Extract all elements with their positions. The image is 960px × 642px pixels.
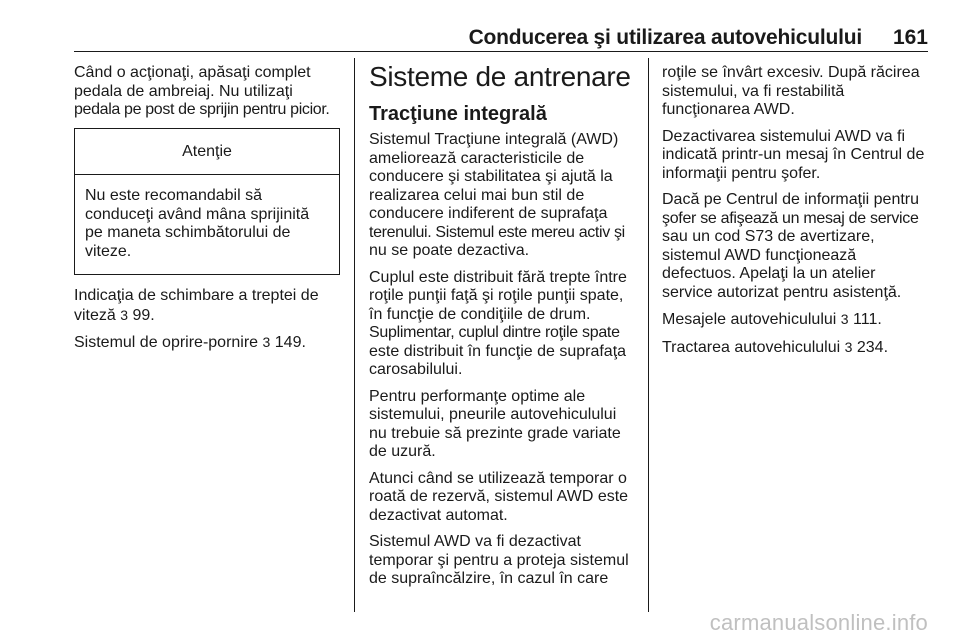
text-line: este distribuit în funcţie de suprafaţa [369,342,627,360]
text-line: dezactivat automat. [369,506,508,524]
text-line [74,306,346,326]
text-line: indicată printr-un mesaj în Centrul de [662,146,925,163]
paragraph-deactivation [662,128,930,184]
reference-towing [662,338,930,358]
text-line: conduceţi având mâna sprijinită [85,205,310,223]
reference-gear-shift [74,287,346,325]
reference-prefix: Tractarea autovehiculului [662,338,841,356]
text-line: sistemul AWD funcţionează [662,246,857,264]
reference-page-link[interactable]: 99. [132,306,155,324]
text-line: ameliorează caracteristicile de [369,149,585,167]
reference-prefix: Mesajele autovehiculului [662,311,837,328]
reference-page-link[interactable]: 111. [853,311,882,328]
text-line: sistemului, pneurile autovehiculului [369,406,617,423]
text-line: şofer se afişează un mesaj de service [662,209,919,227]
paragraph-spare-wheel [369,470,635,526]
watermark: carmanualsonline.info [709,610,928,635]
text-line: conducere şi stabilitatea şi ajută la [369,168,613,185]
page-reference-arrow-icon: 3 [844,338,853,355]
text-line: Pentru performanţe optime ale [369,387,586,405]
text-line: realizarea celui mai bun stil de [369,186,585,204]
text-line: sau un cod S73 de avertizare, [662,228,875,245]
text-line: pedala de ambreiaj. Nu utilizaţi [74,82,293,100]
paragraph-overheat [369,533,635,589]
page-number: 161 [892,26,928,49]
text-line: de uzură. [369,443,436,460]
text-line: roată de rezervă, sistemul AWD este [369,488,629,505]
text-line: funcţionarea AWD. [662,101,795,118]
page-reference-arrow-icon: 3 [120,306,129,323]
page-header [0,0,960,52]
text-line: roţile punţii faţă şi roţile punţii spate, [369,287,624,304]
paragraph-torque [369,269,635,380]
warning-title: Atenţie [75,129,339,176]
text-line: Dacă pe Centrul de informaţii pentru [662,191,920,208]
text-line: temporar şi pentru a proteja sistemul [369,551,629,569]
text-line: pe maneta schimbătorului de [85,224,291,241]
header-title: Conducerea şi utilizarea autovehiculului [468,26,862,49]
text-line: Nu este recomandabil să [85,187,262,204]
text-line: Sistemul Tracţiune integrală (AWD) [369,131,619,148]
paragraph-service [662,191,930,302]
text-line: Când o acţionaţi, apăsaţi complet [74,64,311,81]
text-line: Cuplul este distribuit fără trepte între [369,268,627,286]
text-line [662,338,930,358]
text-line: pedala pe post de sprijin pentru picior. [74,101,330,118]
section-title: Sisteme de antrenare [369,61,631,92]
paragraph-overheat-continued [662,64,930,120]
column-divider-2 [648,58,649,612]
text-line: conducere indiferent de suprafaţa [369,205,608,222]
reference-stop-start [74,333,346,353]
text-line: terenului. Sistemul este mereu activ şi [369,223,625,241]
warning-box [74,128,340,276]
text-line: informaţii pentru şofer. [662,164,821,182]
reference-prefix: viteză [74,306,116,324]
paragraph-clutch [74,64,346,120]
text-line: nu trebuie să prezinte grade variate [369,424,621,442]
text-line [662,310,930,330]
text-line: în funcţie de condiţiile de drum. [369,305,591,323]
column-3 [662,64,930,365]
text-line: sistemului, va fi restabilită [662,82,845,100]
text-line: Atunci când se utilizează temporar o [369,469,627,487]
page-reference-arrow-icon: 3 [840,311,849,327]
text-line: carosabilului. [369,361,463,378]
column-divider-1 [354,58,355,612]
text-line: viteze. [85,242,132,260]
reference-page-link[interactable]: 149. [274,334,306,351]
reference-vehicle-messages [662,310,930,330]
warning-body [75,175,339,274]
text-line: service autorizat pentru asistenţă. [662,283,902,301]
subsection-title: Tracţiune integrală [369,103,547,125]
text-line: Suplimentar, cuplul dintre roţile spate [369,324,620,341]
column-2 [369,62,635,597]
column-1 [74,64,346,361]
paragraph-tyres [369,388,635,462]
reference-page-link[interactable]: 234. [856,338,889,356]
page-reference-arrow-icon: 3 [262,334,271,350]
text-line: Indicaţia de schimbare a treptei de [74,287,319,304]
text-line [74,333,346,353]
text-line: roţile se învârt excesiv. După răcirea [662,64,920,81]
text-line: de supraîncălzire, în cazul în care [369,570,609,587]
paragraph-awd-intro [369,131,635,261]
text-line: nu se poate dezactiva. [369,242,530,259]
reference-prefix: Sistemul de oprire-pornire [74,334,259,351]
text-line: Sistemul AWD va fi dezactivat [369,533,581,550]
text-line: defectuos. Apelaţi la un atelier [662,265,876,282]
text-line: Dezactivarea sistemului AWD va fi [662,127,906,145]
header-rule [74,51,928,52]
